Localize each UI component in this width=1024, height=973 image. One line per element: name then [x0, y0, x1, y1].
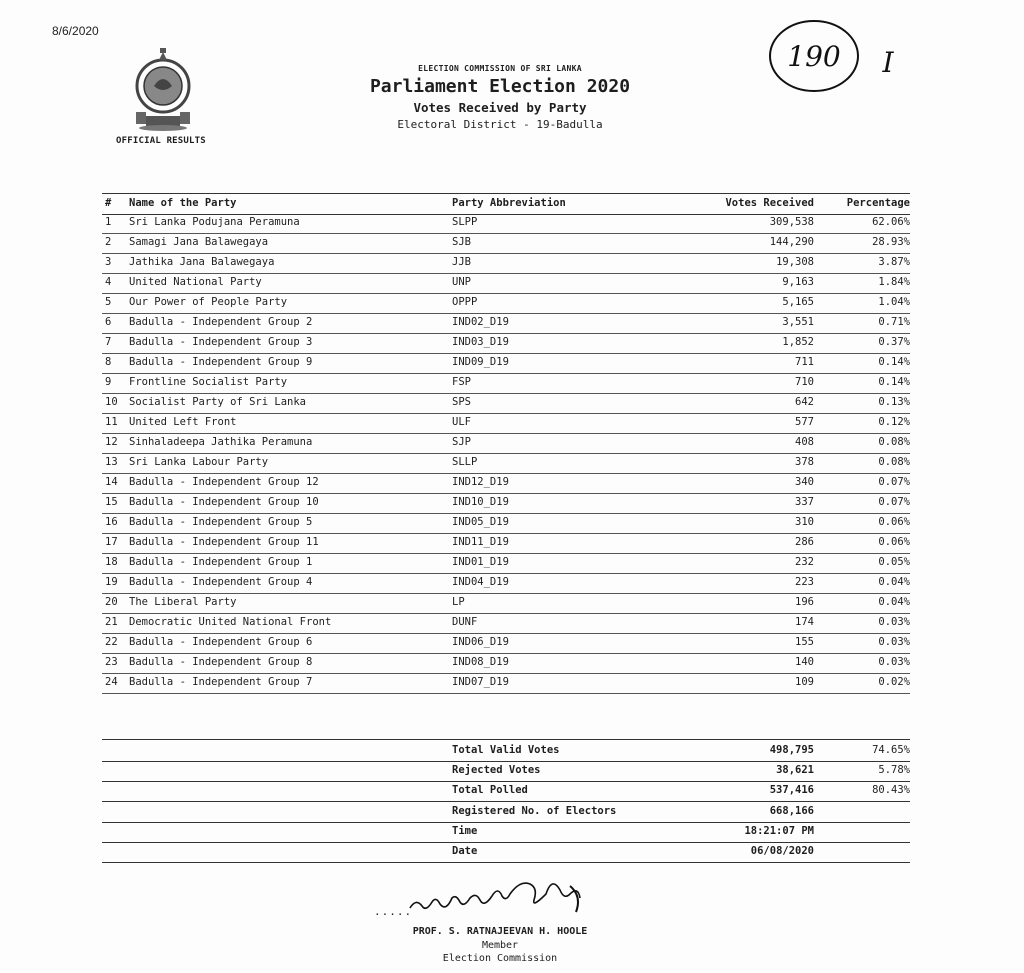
party-abbreviation: SPS — [452, 396, 471, 408]
row-number: 24 — [105, 676, 118, 688]
party-name: Jathika Jana Balawegaya — [129, 256, 275, 268]
party-abbreviation: SLPP — [452, 216, 478, 228]
commission-name: ELECTION COMMISSION OF SRI LANKA — [418, 64, 582, 73]
summary-row — [102, 842, 910, 863]
party-abbreviation: LP — [452, 596, 465, 608]
row-number: 1 — [105, 216, 112, 228]
row-number: 10 — [105, 396, 118, 408]
summary-percentage: 80.43% — [872, 784, 910, 797]
electoral-district: Electoral District - 19-Badulla — [397, 118, 603, 131]
row-number: 2 — [105, 236, 112, 248]
table-row — [102, 253, 910, 274]
party-name: Sri Lanka Labour Party — [129, 456, 269, 468]
col-abbreviation: Party Abbreviation — [452, 197, 566, 209]
party-abbreviation: IND07_D19 — [452, 676, 509, 688]
party-abbreviation: IND10_D19 — [452, 496, 509, 508]
votes-received: 9,163 — [782, 276, 814, 288]
annotation-roman: I — [882, 46, 894, 79]
party-name: The Liberal Party — [129, 596, 237, 608]
table-row — [102, 293, 910, 314]
party-abbreviation: SJB — [452, 236, 471, 248]
party-abbreviation: SLLP — [452, 456, 478, 468]
party-abbreviation: IND02_D19 — [452, 316, 509, 328]
summary-value: 06/08/2020 — [750, 845, 814, 857]
votes-received: 109 — [795, 676, 814, 688]
party-abbreviation: IND04_D19 — [452, 576, 509, 588]
party-name: Badulla - Independent Group 4 — [129, 576, 313, 588]
row-number: 22 — [105, 636, 118, 648]
party-abbreviation: SJP — [452, 436, 471, 448]
handwritten-annotation — [764, 14, 914, 102]
summary-row — [102, 761, 910, 782]
percentage: 1.04% — [878, 296, 910, 308]
table-row — [102, 513, 910, 534]
percentage: 0.03% — [878, 636, 910, 648]
party-abbreviation: IND08_D19 — [452, 656, 509, 668]
party-abbreviation: UNP — [452, 276, 471, 288]
percentage: 1.84% — [878, 276, 910, 288]
percentage: 0.08% — [878, 436, 910, 448]
percentage: 0.06% — [878, 536, 910, 548]
signature-line: ..... — [374, 905, 413, 918]
summary-value: 668,166 — [769, 804, 814, 817]
summary-label: Rejected Votes — [452, 764, 541, 777]
print-date: 8/6/2020 — [52, 24, 99, 38]
row-number: 3 — [105, 256, 112, 268]
votes-received: 223 — [795, 576, 814, 588]
annotation-number: 190 — [787, 40, 841, 73]
percentage: 0.03% — [878, 656, 910, 668]
percentage: 62.06% — [872, 216, 910, 228]
votes-received: 5,165 — [782, 296, 814, 308]
table-row — [102, 273, 910, 294]
party-name: United Left Front — [129, 416, 237, 428]
table-row — [102, 473, 910, 494]
table-row — [102, 233, 910, 254]
table-row — [102, 653, 910, 674]
party-name: United National Party — [129, 276, 262, 288]
votes-received: 710 — [795, 376, 814, 388]
row-number: 9 — [105, 376, 112, 388]
party-name: Badulla - Independent Group 6 — [129, 636, 313, 648]
summary-value: 537,416 — [769, 784, 814, 797]
official-results-label: OFFICIAL RESULTS — [116, 136, 206, 146]
percentage: 0.06% — [878, 516, 910, 528]
table-row — [102, 353, 910, 374]
col-percentage: Percentage — [846, 197, 910, 209]
party-abbreviation: IND12_D19 — [452, 476, 509, 488]
row-number: 21 — [105, 616, 118, 628]
party-name: Badulla - Independent Group 10 — [129, 496, 319, 508]
party-abbreviation: ULF — [452, 416, 471, 428]
row-number: 19 — [105, 576, 118, 588]
summary-value: 498,795 — [769, 744, 814, 756]
col-party-name: Name of the Party — [129, 197, 237, 209]
party-abbreviation: IND05_D19 — [452, 516, 509, 528]
percentage: 0.12% — [878, 416, 910, 428]
page-title: Parliament Election 2020 — [369, 76, 631, 97]
votes-received: 155 — [795, 636, 814, 648]
summary-row — [102, 741, 910, 762]
percentage: 0.05% — [878, 556, 910, 568]
summary-row — [102, 781, 910, 802]
percentage: 0.07% — [878, 476, 910, 488]
signatory-name: PROF. S. RATNAJEEVAN H. HOOLE — [412, 926, 588, 937]
table-row — [102, 593, 910, 614]
table-row — [102, 393, 910, 414]
row-number: 12 — [105, 436, 118, 448]
party-name: Sri Lanka Podujana Peramuna — [129, 216, 300, 228]
row-number: 7 — [105, 336, 112, 348]
row-number: 18 — [105, 556, 118, 568]
table-row — [102, 573, 910, 594]
percentage: 0.71% — [878, 316, 910, 328]
row-number: 13 — [105, 456, 118, 468]
summary-label: Date — [452, 845, 478, 857]
row-number: 5 — [105, 296, 112, 308]
percentage: 0.14% — [878, 356, 910, 368]
percentage: 0.03% — [878, 616, 910, 628]
summary-percentage: 74.65% — [872, 744, 910, 756]
col-number: # — [105, 197, 112, 209]
party-abbreviation: IND01_D19 — [452, 556, 509, 568]
percentage: 0.04% — [878, 576, 910, 588]
party-name: Frontline Socialist Party — [129, 376, 288, 388]
votes-received: 378 — [795, 456, 814, 468]
table-row — [102, 373, 910, 394]
row-number: 16 — [105, 516, 118, 528]
summary-row — [102, 822, 910, 843]
votes-received: 1,852 — [782, 336, 814, 348]
percentage: 3.87% — [878, 256, 910, 268]
party-abbreviation: JJB — [452, 256, 471, 268]
table-row — [102, 533, 910, 554]
page-subtitle: Votes Received by Party — [413, 100, 587, 115]
votes-received: 19,308 — [776, 256, 814, 268]
summary-label: Registered No. of Electors — [452, 804, 617, 817]
party-name: Badulla - Independent Group 8 — [129, 656, 313, 668]
percentage: 0.37% — [878, 336, 910, 348]
summary-label: Time — [452, 824, 478, 837]
percentage: 0.08% — [878, 456, 910, 468]
votes-received: 196 — [795, 596, 814, 608]
party-abbreviation: IND06_D19 — [452, 636, 509, 648]
summary-label: Total Polled — [452, 784, 528, 797]
percentage: 0.13% — [878, 396, 910, 408]
summary-divider — [102, 739, 910, 740]
percentage: 0.14% — [878, 376, 910, 388]
votes-received: 144,290 — [769, 236, 814, 248]
party-name: Samagi Jana Balawegaya — [129, 236, 269, 248]
table-row — [102, 553, 910, 574]
party-abbreviation: DUNF — [452, 616, 478, 628]
percentage: 0.04% — [878, 596, 910, 608]
summary-percentage: 5.78% — [878, 764, 910, 777]
row-number: 4 — [105, 276, 112, 288]
votes-received: 337 — [795, 496, 814, 508]
row-number: 23 — [105, 656, 118, 668]
votes-received: 174 — [795, 616, 814, 628]
party-name: Badulla - Independent Group 9 — [129, 356, 313, 368]
row-number: 20 — [105, 596, 118, 608]
votes-received: 232 — [795, 556, 814, 568]
party-name: Democratic United National Front — [129, 616, 332, 628]
summary-value: 38,621 — [776, 764, 814, 777]
signatory-role: Member — [481, 940, 519, 951]
summary-value: 18:21:07 PM — [744, 824, 814, 837]
votes-received: 140 — [795, 656, 814, 668]
table-row — [102, 313, 910, 334]
row-number: 17 — [105, 536, 118, 548]
party-name: Badulla - Independent Group 3 — [129, 336, 313, 348]
table-row — [102, 213, 910, 234]
party-name: Badulla - Independent Group 2 — [129, 316, 313, 328]
party-abbreviation: IND11_D19 — [452, 536, 509, 548]
votes-received: 309,538 — [769, 216, 814, 228]
party-name: Sinhaladeepa Jathika Peramuna — [129, 436, 313, 448]
votes-received: 711 — [795, 356, 814, 368]
table-row — [102, 673, 910, 694]
percentage: 28.93% — [872, 236, 910, 248]
votes-received: 310 — [795, 516, 814, 528]
table-row — [102, 453, 910, 474]
votes-received: 408 — [795, 436, 814, 448]
summary-label: Total Valid Votes — [452, 744, 560, 756]
table-row — [102, 413, 910, 434]
table-row — [102, 493, 910, 514]
summary-row — [102, 802, 910, 823]
percentage: 0.07% — [878, 496, 910, 508]
percentage: 0.02% — [878, 676, 910, 688]
row-number: 14 — [105, 476, 118, 488]
sri-lanka-emblem-icon — [124, 46, 202, 134]
party-name: Socialist Party of Sri Lanka — [129, 396, 307, 408]
table-row — [102, 613, 910, 634]
table-row — [102, 333, 910, 354]
row-number: 15 — [105, 496, 118, 508]
signatory-organization: Election Commission — [442, 953, 558, 964]
votes-received: 577 — [795, 416, 814, 428]
party-abbreviation: OPPP — [452, 296, 478, 308]
row-number: 11 — [105, 416, 118, 428]
party-abbreviation: IND09_D19 — [452, 356, 509, 368]
party-name: Badulla - Independent Group 1 — [129, 556, 313, 568]
table-row — [102, 433, 910, 454]
votes-received: 642 — [795, 396, 814, 408]
votes-received: 3,551 — [782, 316, 814, 328]
party-name: Badulla - Independent Group 12 — [129, 476, 319, 488]
col-votes: Votes Received — [725, 197, 814, 209]
party-name: Our Power of People Party — [129, 296, 288, 308]
party-name: Badulla - Independent Group 5 — [129, 516, 313, 528]
table-header — [102, 193, 910, 215]
votes-received: 286 — [795, 536, 814, 548]
table-row — [102, 633, 910, 654]
party-abbreviation: IND03_D19 — [452, 336, 509, 348]
votes-received: 340 — [795, 476, 814, 488]
party-name: Badulla - Independent Group 7 — [129, 676, 313, 688]
row-number: 6 — [105, 316, 112, 328]
row-number: 8 — [105, 356, 112, 368]
party-abbreviation: FSP — [452, 376, 471, 388]
party-name: Badulla - Independent Group 11 — [129, 536, 319, 548]
